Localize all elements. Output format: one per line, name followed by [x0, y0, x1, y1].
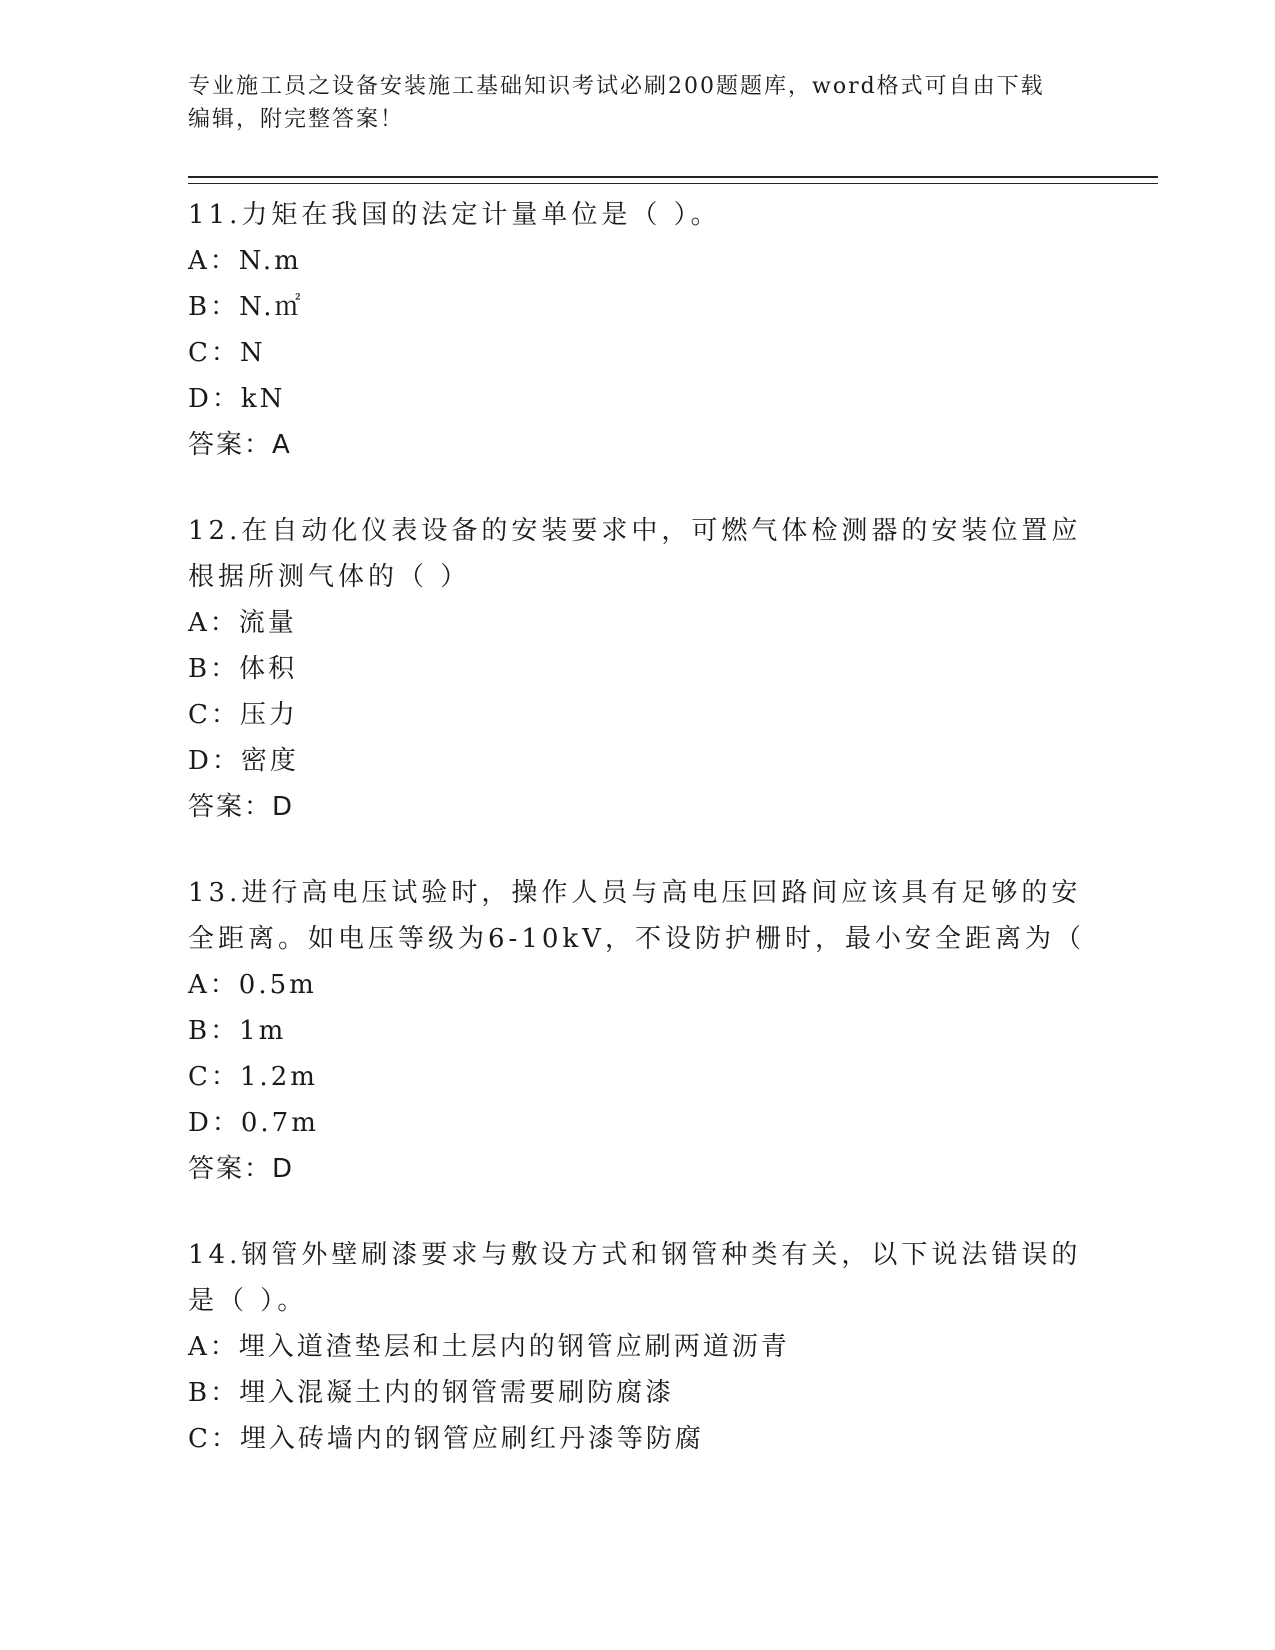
- option-d: D：kN: [188, 384, 286, 414]
- option-c: C：埋入砖墙内的钢管应刷红丹漆等防腐: [188, 1424, 704, 1454]
- question-stem: 12.在自动化仪表设备的安装要求中，可燃气体检测器的安装位置应根据所测气体的（ ）: [188, 516, 1082, 592]
- option-c: C：压力: [188, 700, 298, 730]
- header-double-rule: [188, 176, 1158, 184]
- option-a: A：埋入道渣垫层和土层内的钢管应刷两道沥青: [188, 1332, 790, 1362]
- option-a: A：N.m: [188, 246, 302, 276]
- option-d: D：0.7m: [188, 1108, 319, 1138]
- question-stem: 11.力矩在我国的法定计量单位是（ ）。: [188, 200, 721, 230]
- option-c: C：1.2m: [188, 1062, 318, 1092]
- answer-line: 答案：D: [188, 1154, 295, 1184]
- option-d: D：密度: [188, 746, 299, 776]
- option-b: B：埋入混凝土内的钢管需要刷防腐漆: [188, 1378, 675, 1408]
- option-b: B：体积: [188, 654, 298, 684]
- document-header: 专业施工员之设备安装施工基础知识考试必刷200题题库，word格式可自由下载编辑，附完整答案！: [188, 74, 1045, 132]
- answer-line: 答案：A: [188, 430, 292, 460]
- question-14: [188, 1232, 1158, 1462]
- answer-line: 答案：D: [188, 792, 295, 822]
- option-b: B：N.㎡: [188, 292, 304, 322]
- option-c: C：N: [188, 338, 266, 368]
- document-page: [188, 70, 1158, 1462]
- option-a: A：0.5m: [188, 970, 317, 1000]
- question-stem: 14.钢管外壁刷漆要求与敷设方式和钢管种类有关，以下说法错误的是（ ）。: [188, 1240, 1082, 1316]
- question-13: [188, 870, 1158, 1192]
- option-b: B：1m: [188, 1016, 287, 1046]
- option-a: A：流量: [188, 608, 297, 638]
- question-11: [188, 192, 1158, 468]
- question-stem: 13.进行高电压试验时，操作人员与高电压回路间应该具有足够的安全距离。如电压等级为6-10kV，不设防护栅时，最小安全距离为（: [188, 878, 1085, 954]
- question-12: [188, 508, 1158, 830]
